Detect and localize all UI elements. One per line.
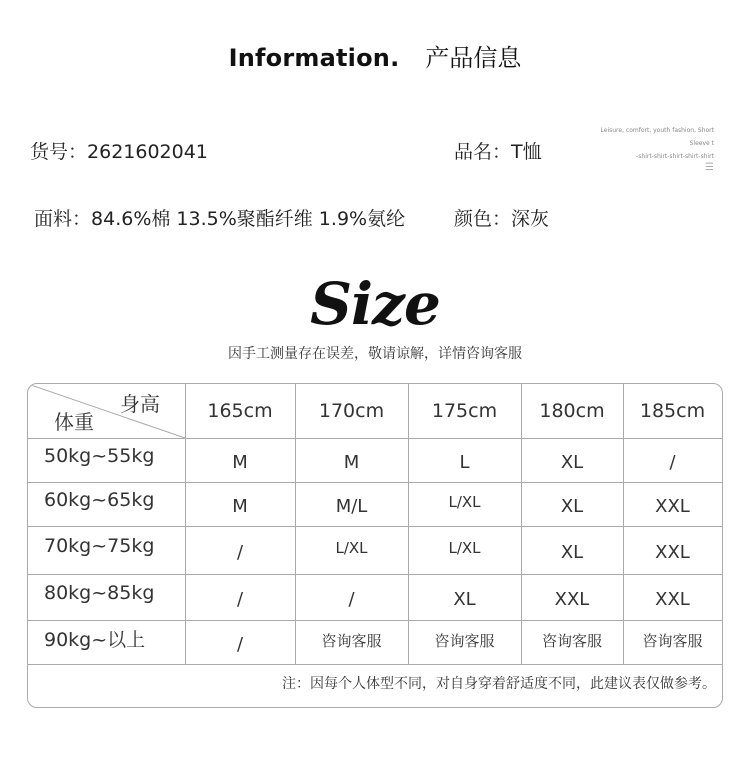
fabric-label: 面料： <box>34 208 92 230</box>
tagline-line1: Leisure, comfort, youth fashion, Short Sleeve t <box>600 127 714 147</box>
info-color <box>454 204 549 231</box>
size-cell: / <box>236 541 244 563</box>
size-cell: XL <box>453 588 476 610</box>
size-cell: / <box>669 451 676 473</box>
weight-header: 90kg~以上 <box>44 628 146 651</box>
tagline <box>590 124 714 173</box>
size-table <box>27 383 723 708</box>
height-header: 170cm <box>318 400 385 422</box>
size-cell: L/XL <box>335 539 368 557</box>
weight-header: 50kg~55kg <box>44 445 155 467</box>
height-header: 185cm <box>639 400 706 422</box>
size-title: Size <box>310 270 440 338</box>
name-value: T恤 <box>511 141 542 163</box>
grid-hline <box>28 664 722 665</box>
corner-weight-label: 体重 <box>54 410 94 434</box>
size-cell: / <box>236 588 244 610</box>
size-cell: M/L <box>335 495 368 517</box>
size-cell: 咨询客服 <box>321 631 382 650</box>
weight-header: 60kg~65kg <box>44 489 155 511</box>
size-cell: M <box>232 495 248 517</box>
info-fabric <box>34 204 405 231</box>
color-value: 深灰 <box>511 208 550 230</box>
size-cell: M <box>232 451 248 473</box>
table-footnote: 注：因每个人体型不同，对自身穿着舒适度不同，此建议表仅做参考。 <box>282 676 716 692</box>
weight-header: 70kg~75kg <box>44 535 155 557</box>
height-header: 165cm <box>207 400 273 422</box>
size-cell: XL <box>560 495 584 517</box>
size-cell: XL <box>560 451 584 473</box>
page-title <box>0 38 750 73</box>
height-header: 180cm <box>539 400 605 422</box>
info-product-name <box>454 137 542 164</box>
sku-label: 货号： <box>30 141 88 163</box>
size-cell: L/XL <box>448 493 481 511</box>
size-note: 因手工测量存在误差，敬请谅解，详情咨询客服 <box>228 346 522 362</box>
weight-header: 80kg~85kg <box>44 582 155 604</box>
size-cell: L <box>459 451 470 473</box>
size-cell: XXL <box>655 588 690 610</box>
size-cell: XXL <box>554 588 590 610</box>
size-cell: M <box>343 451 360 473</box>
size-cell: XL <box>560 541 584 563</box>
size-cell: XXL <box>655 495 690 517</box>
sku-value: 2621602041 <box>87 141 208 163</box>
title-chinese: 产品信息 <box>425 44 522 72</box>
title-english: Information. <box>228 44 400 72</box>
size-cell: / <box>236 633 244 655</box>
color-label: 颜色： <box>454 208 512 230</box>
menu-icon: ☰ <box>705 162 714 173</box>
height-header: 175cm <box>431 400 498 422</box>
size-cell: 咨询客服 <box>541 631 602 650</box>
corner-diagonal <box>28 384 188 438</box>
size-cell: XXL <box>655 541 690 563</box>
tagline-line2: -shirt-shirt-shirt-shirt-shirt <box>636 153 714 160</box>
info-sku <box>30 137 208 164</box>
size-cell: 咨询客服 <box>642 631 703 650</box>
fabric-value: 84.6%棉 13.5%聚酯纤维 1.9%氨纶 <box>91 208 406 230</box>
size-cell: 咨询客服 <box>434 631 495 650</box>
corner-height-label: 身高 <box>120 392 160 416</box>
name-label: 品名： <box>454 141 512 163</box>
size-cell: / <box>348 588 355 610</box>
size-cell: L/XL <box>448 539 481 557</box>
